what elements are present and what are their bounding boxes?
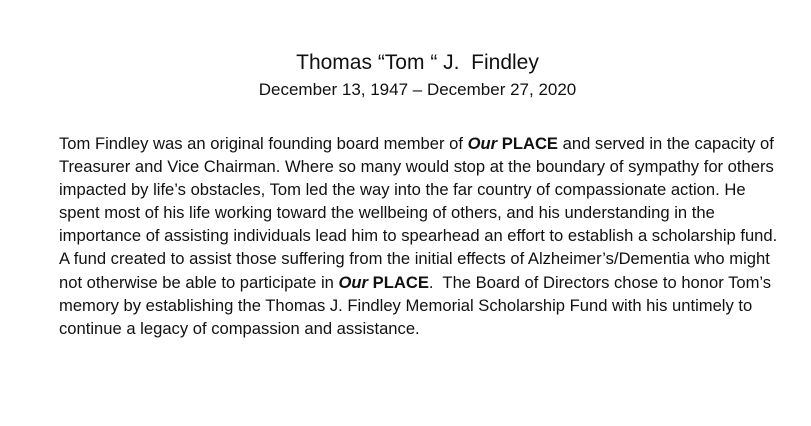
memorial-title: Thomas “Tom “ J. Findley — [296, 51, 539, 74]
org-name-our: Our — [338, 272, 369, 292]
life-dates: December 13, 1947 – December 27, 2020 — [258, 80, 577, 99]
org-name-place: PLACE — [372, 272, 429, 292]
memorial-paragraph — [59, 132, 779, 340]
org-name-our: Our — [467, 134, 498, 153]
org-name-place: PLACE — [501, 134, 558, 153]
paragraph-text-1: Tom Findley was an original founding board member of — [59, 134, 468, 153]
paragraph-text-3: . The Board of Directors chose to honor Tom’s memory by establishing the Thomas J. Findley Memorial Scholarship Fund with his untimely to continue a legacy of compassion and assistance. — [59, 272, 776, 338]
paragraph-text-2: and served in the capacity of Treasurer and Vice Chairman. Where so many would stop at the boundary of sympathy for others impacted by life’s obstacles, Tom led the way into the far country of compassionate action. He spent most of his life working toward the wellbeing of others, and his understanding in the importance of assisting individuals lead him to spearhead an effort to establish a scholarship fund. A fund created to assist those suffering from the initial effects of Alzheimer’s/Dementia who might not otherwise be able to participate in — [59, 134, 781, 292]
